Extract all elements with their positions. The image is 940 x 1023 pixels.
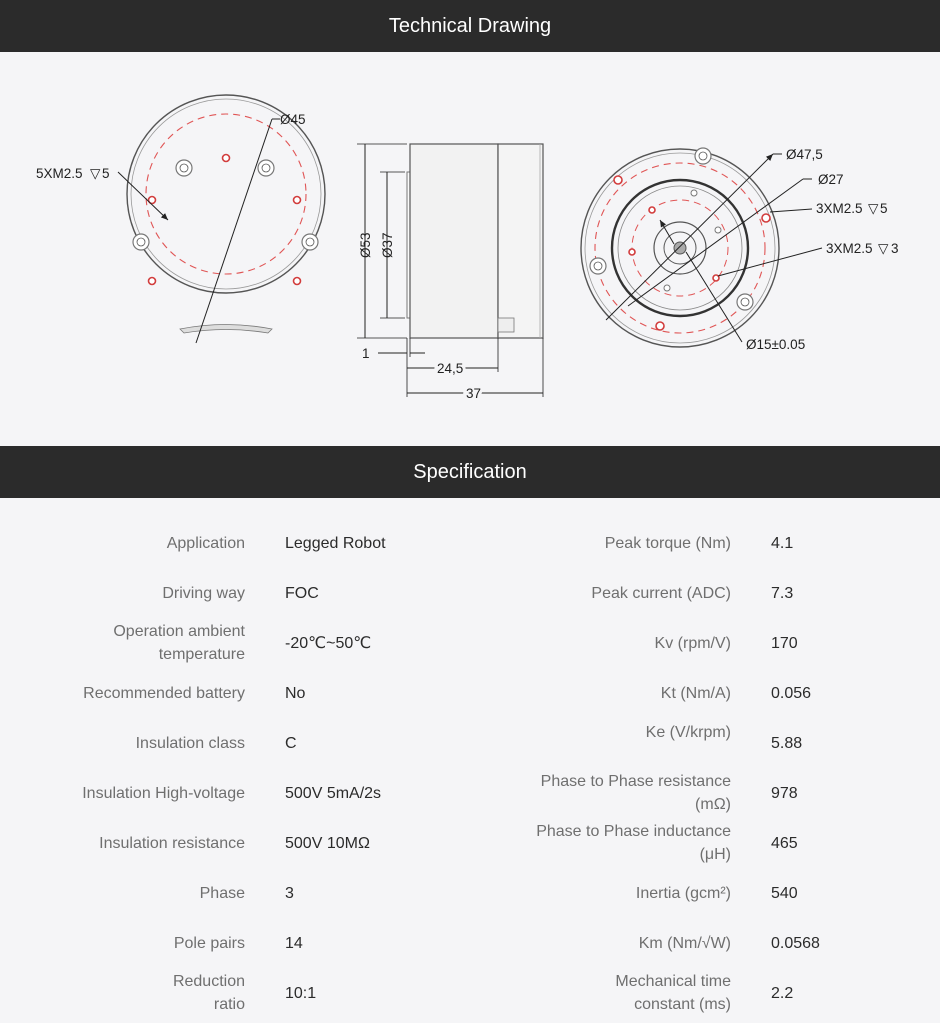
spec-value: 500V 5mA/2s <box>285 785 382 802</box>
spec-label: Peak torque (Nm) <box>604 535 731 552</box>
right-d2-label: Ø27 <box>818 172 844 187</box>
left-view <box>36 95 325 343</box>
spec-value: 2.2 <box>771 985 794 1002</box>
spec-row <box>0 968 940 1018</box>
inner-diameter-label: Ø37 <box>380 232 395 258</box>
spec-row <box>0 518 940 568</box>
spec-value: C <box>285 735 297 752</box>
spec-label: Recommended battery <box>83 685 245 702</box>
spec-row <box>0 868 940 918</box>
technical-drawing <box>0 52 940 446</box>
spec-label: Insulation High-voltage <box>82 785 245 802</box>
spec-row <box>0 718 940 768</box>
spec-value: 0.056 <box>771 685 812 702</box>
spec-label: Kt (Nm/A) <box>660 685 731 702</box>
dim-3-label: 37 <box>466 386 482 401</box>
spec-row <box>0 768 940 818</box>
spec-value: 7.3 <box>771 585 794 602</box>
right-thread-b-label: 3XM2.5 <box>826 241 873 256</box>
spec-label: Phase to Phase inductance (μH) <box>536 823 731 863</box>
left-thread-label: 5XM2.5 <box>36 166 83 181</box>
left-diameter-label: Ø45 <box>280 112 306 127</box>
dim-1-label: 1 <box>362 346 370 361</box>
spec-row <box>0 618 940 668</box>
technical-drawing-header: Technical Drawing <box>0 0 940 52</box>
spec-row <box>0 568 940 618</box>
spec-label: Pole pairs <box>173 935 245 952</box>
spec-label: Driving way <box>162 585 245 602</box>
spec-label: Phase <box>199 885 245 902</box>
spec-value: Legged Robot <box>285 535 386 552</box>
spec-value: 5.88 <box>771 735 803 752</box>
right-thread-b-depth: 3 <box>891 241 899 256</box>
right-d1-label: Ø47,5 <box>786 147 823 162</box>
spec-row <box>0 668 940 718</box>
left-thread-depth: 5 <box>102 166 110 181</box>
spec-label: Mechanical time constant (ms) <box>615 973 731 1013</box>
svg-text:▽: ▽ <box>868 201 879 216</box>
spec-label: Insulation class <box>135 735 245 752</box>
right-view <box>581 147 899 352</box>
spec-value: FOC <box>285 585 319 602</box>
spec-label: Phase to Phase resistance (mΩ) <box>540 773 731 813</box>
svg-text:▽: ▽ <box>878 241 889 256</box>
spec-row <box>0 918 940 968</box>
spec-value: 14 <box>285 935 303 952</box>
spec-label: Ke (V/krpm) <box>645 724 731 741</box>
spec-value: 0.0568 <box>771 935 820 952</box>
spec-label: Application <box>166 535 245 552</box>
spec-value: 465 <box>771 835 798 852</box>
spec-value: 978 <box>771 785 798 802</box>
spec-value: No <box>285 685 306 702</box>
spec-label: Operation ambient temperature <box>113 623 245 663</box>
spec-label: Km (Nm/√W) <box>638 935 731 952</box>
drawing-svg <box>0 52 940 446</box>
spec-value: 3 <box>285 885 294 902</box>
spec-value: 500V 10MΩ <box>285 835 370 852</box>
outer-diameter-label: Ø53 <box>358 232 373 258</box>
spec-label: Reduction ratio <box>172 973 245 1013</box>
right-shaft-label: Ø15±0.05 <box>746 337 806 352</box>
spec-value: 10:1 <box>285 985 317 1002</box>
spec-row <box>0 818 940 868</box>
right-thread-a-depth: 5 <box>880 201 888 216</box>
spec-value: -20℃~50℃ <box>285 635 372 652</box>
spec-label: Inertia (gcm²) <box>635 885 731 902</box>
spec-value: 540 <box>771 885 798 902</box>
spec-label: Insulation resistance <box>99 835 245 852</box>
spec-value: 4.1 <box>771 535 794 552</box>
spec-label: Kv (rpm/V) <box>654 635 731 652</box>
specification-header: Specification <box>0 446 940 498</box>
specification-table <box>0 498 940 1023</box>
svg-text:▽: ▽ <box>90 166 101 181</box>
spec-value: 170 <box>771 635 798 652</box>
spec-label: Peak current (ADC) <box>591 585 731 602</box>
dim-2-label: 24,5 <box>437 361 464 376</box>
side-view <box>357 144 543 401</box>
right-thread-a-label: 3XM2.5 <box>816 201 863 216</box>
